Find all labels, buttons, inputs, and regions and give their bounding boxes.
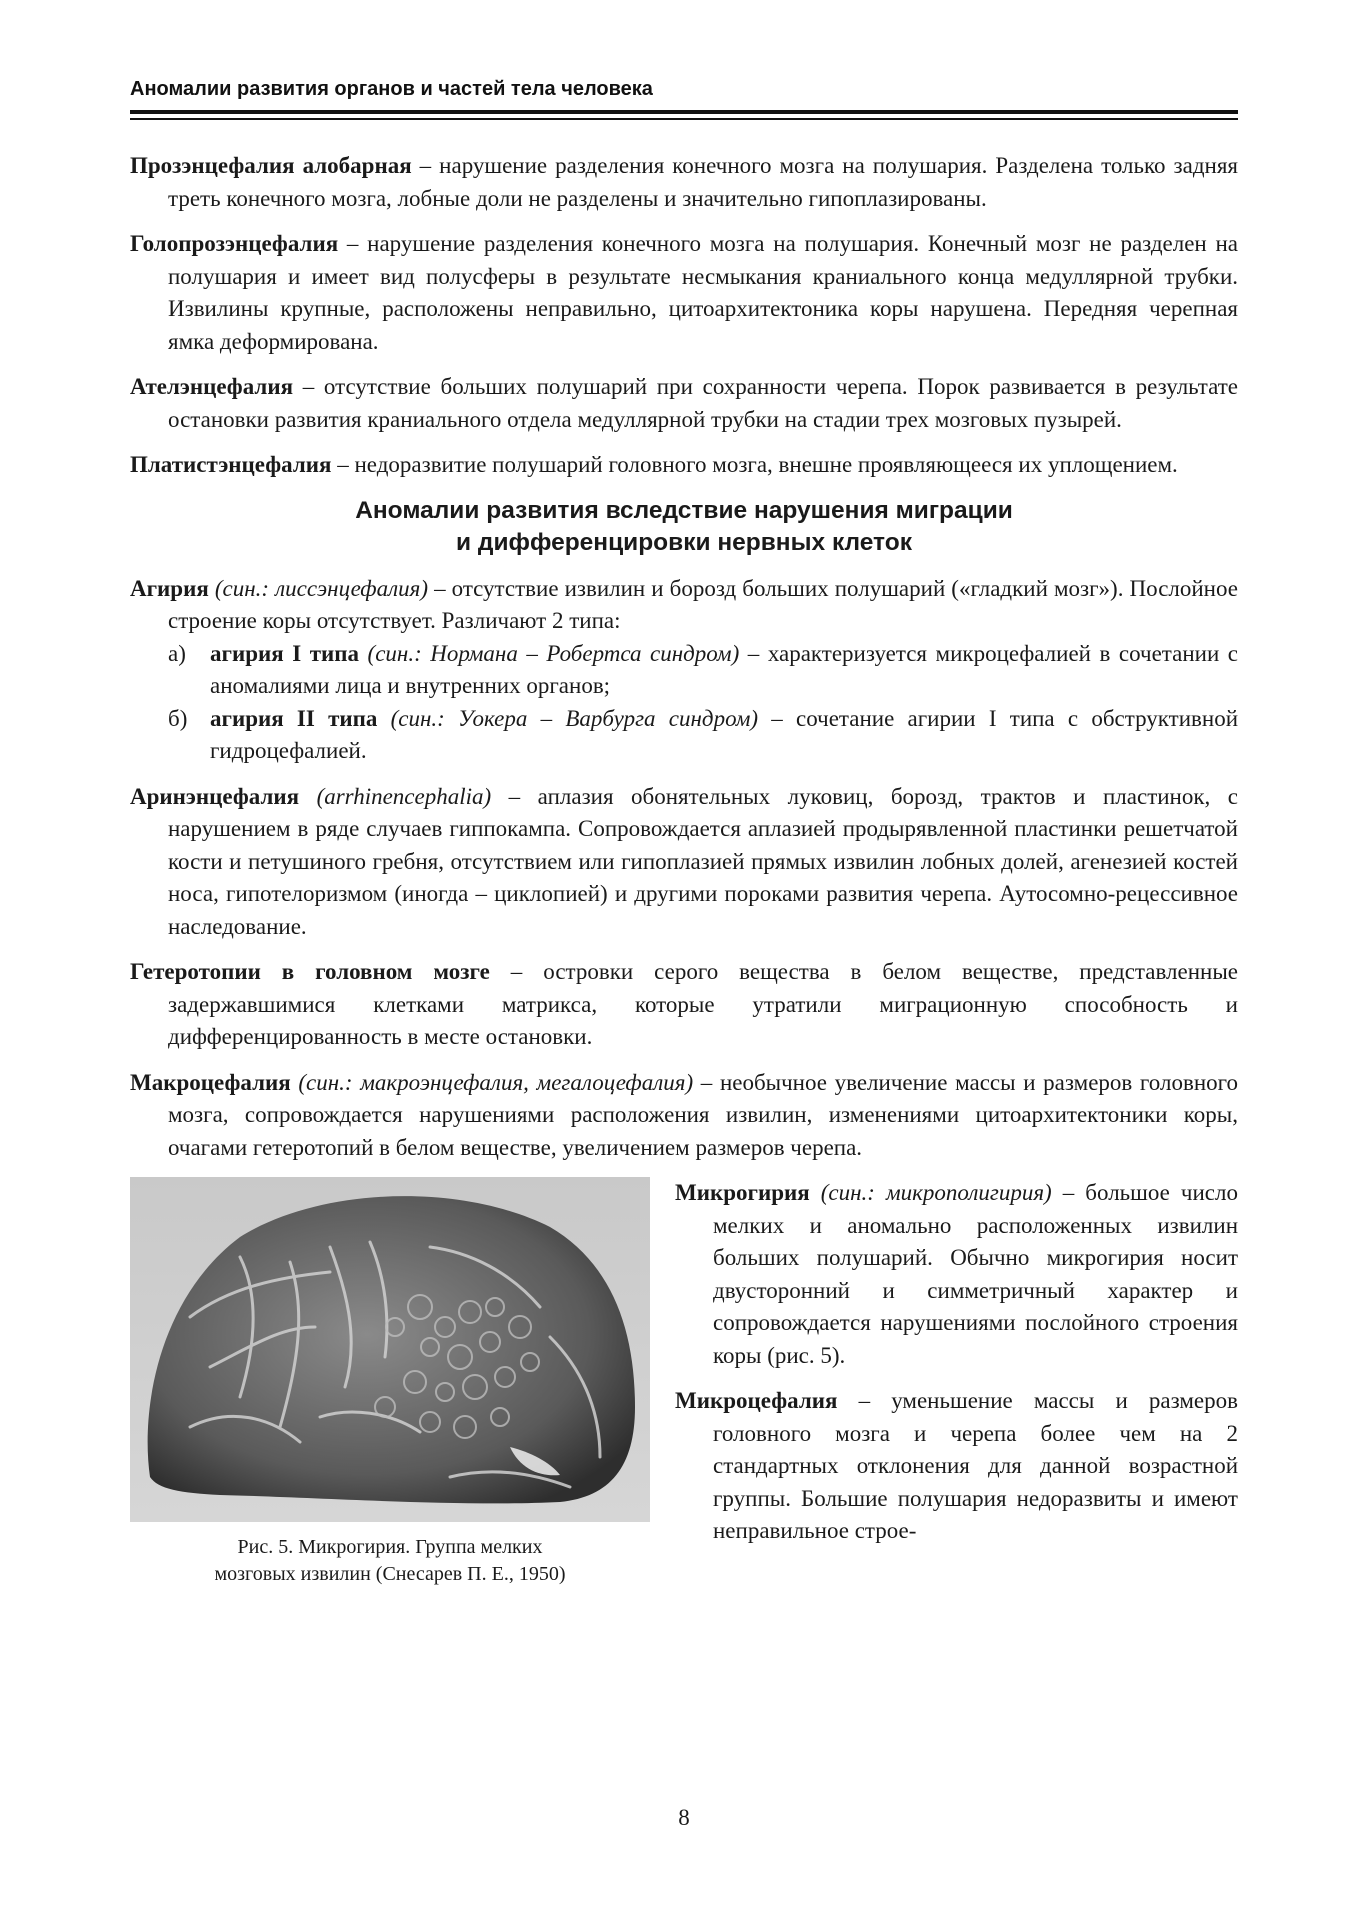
synonym: (син.: микрополигирия) — [809, 1180, 1052, 1205]
figure-row — [130, 1177, 1238, 1607]
figure-5 — [130, 1177, 650, 1588]
definition: – аплазия обонятельных луковиц, борозд, трактов и пластинок, с нарушением в ряде случаев гиппокампа. Сопровождается аплазией продырявленной пластинки решетчатой кости и петушиного гребня, отсутствием или гипоплазией прямых извилин лобных долей, агенезией костей носа, гипотелоризмом (иногда – циклопией) и другими пороками развития черепа. Аутосомно-рецессивное наследование. — [168, 783, 1238, 939]
term: агирия II типа — [210, 705, 378, 731]
synonym: (син.: Уокера – Варбурга синдром) — [377, 705, 759, 731]
term: Макроцефалия — [130, 1069, 291, 1095]
term: Микрогирия — [675, 1180, 810, 1205]
definition: – недоразвитие полушарий головного мозга, внешне проявляющееся их уплощением. — [331, 452, 1178, 477]
definition: – отсутствие извилин и борозд больших полушарий («гладкий мозг»). Послойное строение коры отсутствует. Различают 2 типа: — [168, 575, 1238, 633]
entry-arhinencephaly — [130, 781, 1238, 944]
term: Прозэнцефалия алобарная — [130, 153, 412, 178]
entry-platystencephaly — [130, 449, 1238, 482]
list-marker: а) — [168, 640, 186, 666]
header-rule-thick — [130, 110, 1238, 114]
page — [130, 0, 1238, 1920]
list-item — [130, 703, 1238, 768]
page-number: 8 — [678, 1805, 690, 1830]
synonym: (син.: макроэнцефалия, мегалоцефалия) — [290, 1069, 694, 1095]
caption-line1: Рис. 5. Микрогирия. Группа мелких — [237, 1536, 543, 1558]
entry-microcephaly — [675, 1385, 1238, 1548]
entry-agyria — [130, 573, 1238, 638]
synonym: (син.: лиссэнцефалия) — [208, 575, 429, 601]
definition: – большое число мелких и аномально расположенных извилин больших полушарий. Обычно микрогирия носит двусторонний и симметричный характер и сопровождается нарушениями послойного строения коры (рис. 5). — [713, 1180, 1238, 1368]
entry-prosencephaly — [130, 150, 1238, 215]
entry-holoprosencephaly — [130, 228, 1238, 358]
section-title-line2: и дифференцировки нервных клеток — [456, 528, 912, 556]
term: агирия I типа — [210, 640, 360, 666]
header-rule-thin — [130, 118, 1238, 120]
brain-photo — [130, 1177, 650, 1522]
definition: – характеризуется микроцефалией в сочетании с аномалиями лица и внутренних органов; — [210, 640, 1239, 698]
list-marker: б) — [168, 705, 188, 731]
entry-heterotopia — [130, 956, 1238, 1054]
synonym: (arrhinencephalia) — [299, 783, 492, 809]
definition: – нарушение разделения конечного мозга на полушария. Разделена только задняя треть конечного мозга, лобные доли не разделены и значительно гипоплазированы. — [168, 153, 1238, 211]
definition: – нарушение разделения конечного мозга на полушария. Конечный мозг не разделен на полушария и имеет вид полусферы в результате несмыкания краниального конца медуллярной трубки. Извилины крупные, расположены неправильно, цитоархитектоника коры нарушена. Передняя черепная ямка деформирована. — [168, 231, 1238, 354]
term: Агирия — [130, 575, 209, 601]
caption-line2: мозговых извилин (Снесарев П. Е., 1950) — [214, 1563, 566, 1585]
section-title-line1: Аномалии развития вследствие нарушения миграции — [355, 496, 1013, 524]
synonym: (син.: Нормана – Робертса синдром) — [359, 640, 740, 666]
body-text — [130, 150, 1238, 1607]
entry-atelencephaly — [130, 371, 1238, 436]
definition: – необычное увеличение массы и размеров головного мозга, сопровождается нарушениями расположения извилин, изменениями цитоархитектоники коры, очагами гетеротопий в белом веществе, увеличением размеров черепа. — [168, 1069, 1238, 1160]
term: Ателэнцефалия — [130, 374, 294, 399]
list-item — [130, 638, 1238, 703]
definition: – сочетание агирии I типа с обструктивной гидроцефалией. — [210, 705, 1238, 763]
term: Микроцефалия — [675, 1388, 838, 1413]
agyria-types-list — [130, 638, 1238, 768]
section-title — [130, 495, 1238, 559]
term: Гетеротопии в головном мозге — [130, 959, 490, 984]
entry-microgyria — [675, 1177, 1238, 1372]
term: Платистэнцефалия — [130, 452, 332, 477]
figure-caption — [130, 1534, 650, 1588]
term: Аринэнцефалия — [130, 783, 300, 809]
definition: – отсутствие больших полушарий при сохранности черепа. Порок развивается в результате остановки развития краниального отдела медуллярной трубки на стадии трех мозговых пузырей. — [168, 374, 1238, 432]
figure-side-text — [675, 1177, 1238, 1561]
definition: – островки серого вещества в белом веществе, представленные задержавшимися клетками матрикса, которые утратили миграционную способность и дифференцированность в месте остановки. — [168, 959, 1238, 1049]
entry-macrocephaly — [130, 1067, 1238, 1165]
brain-illustration — [130, 1177, 650, 1522]
running-head: Аномалии развития органов и частей тела человека — [130, 78, 653, 100]
definition: – уменьшение массы и размеров головного мозга и черепа более чем на 2 стандартных отклонения для данной возрастной группы. Большие полушария недоразвиты и имеют неправильное строе- — [713, 1388, 1238, 1543]
term: Голопрозэнцефалия — [130, 231, 339, 256]
